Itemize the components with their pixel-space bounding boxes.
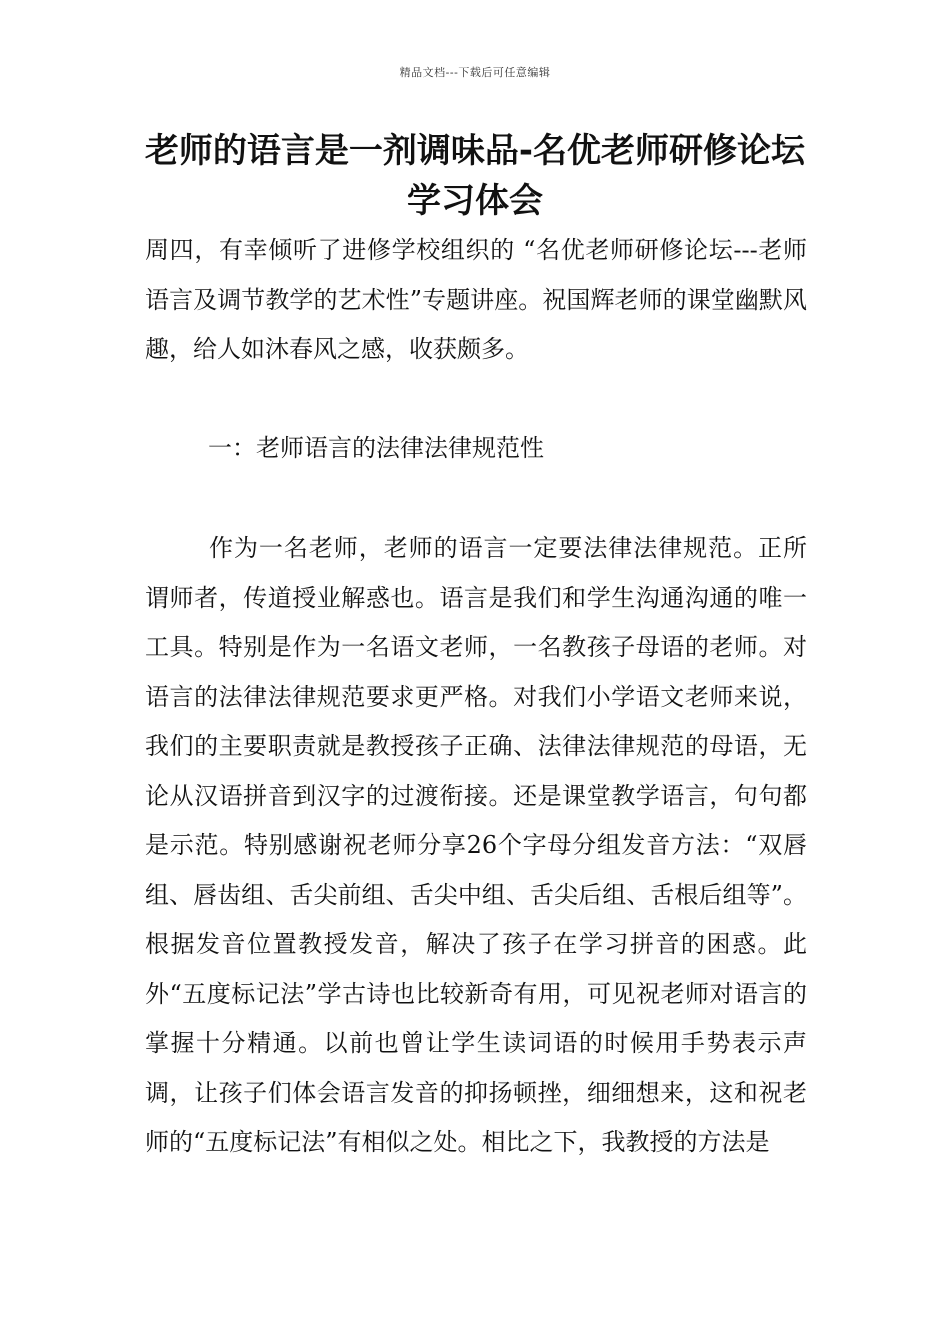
intro-paragraph: 周四，有幸倾听了进修学校组织的 “名优老师研修论坛---老师语言及调节教学的艺术性”专题讲座。祝国辉老师的课堂幽默风趣，给人如沐春风之感，收获颇多。 [145, 236, 807, 363]
section-heading: 一：老师语言的法律法律规范性 [208, 434, 544, 462]
section-body-paragraph: 作为一名老师，老师的语言一定要法律法律规范。正所谓师者，传道授业解惑也。语言是我们和学生沟通沟通的唯一工具。特别是作为一名语文老师，一名教孩子母语的老师。对语言的法律法律规范要求更严格。对我们小学语文老师来说，我们的主要职责就是教授孩子正确、法律法律规范的母语，无论从汉语拼音到汉字的过渡衔接。还是课堂教学语言，句句都是示范。特别感谢祝老师分享26个字母分组发音方法：“双唇组、唇齿组、舌尖前组、舌尖中组、舌尖后组、舌根后组等”。根据发音位置教授发音，解决了孩子在学习拼音的困惑。此外“五度标记法”学古诗也比较新奇有用，可见祝老师对语言的掌握十分精通。以前也曾让学生读词语的时候用手势表示声调，让孩子们体会语言发音的抑扬顿挫，细细想来，这和祝老师的“五度标记法”有相似之处。相比之下，我教授的方法是 [145, 534, 807, 1156]
document-title: 老师的语言是一剂调味品-名优老师研修论坛学习体会 [144, 131, 806, 221]
header-note: 精品文档---下载后可任意编辑 [399, 66, 551, 79]
